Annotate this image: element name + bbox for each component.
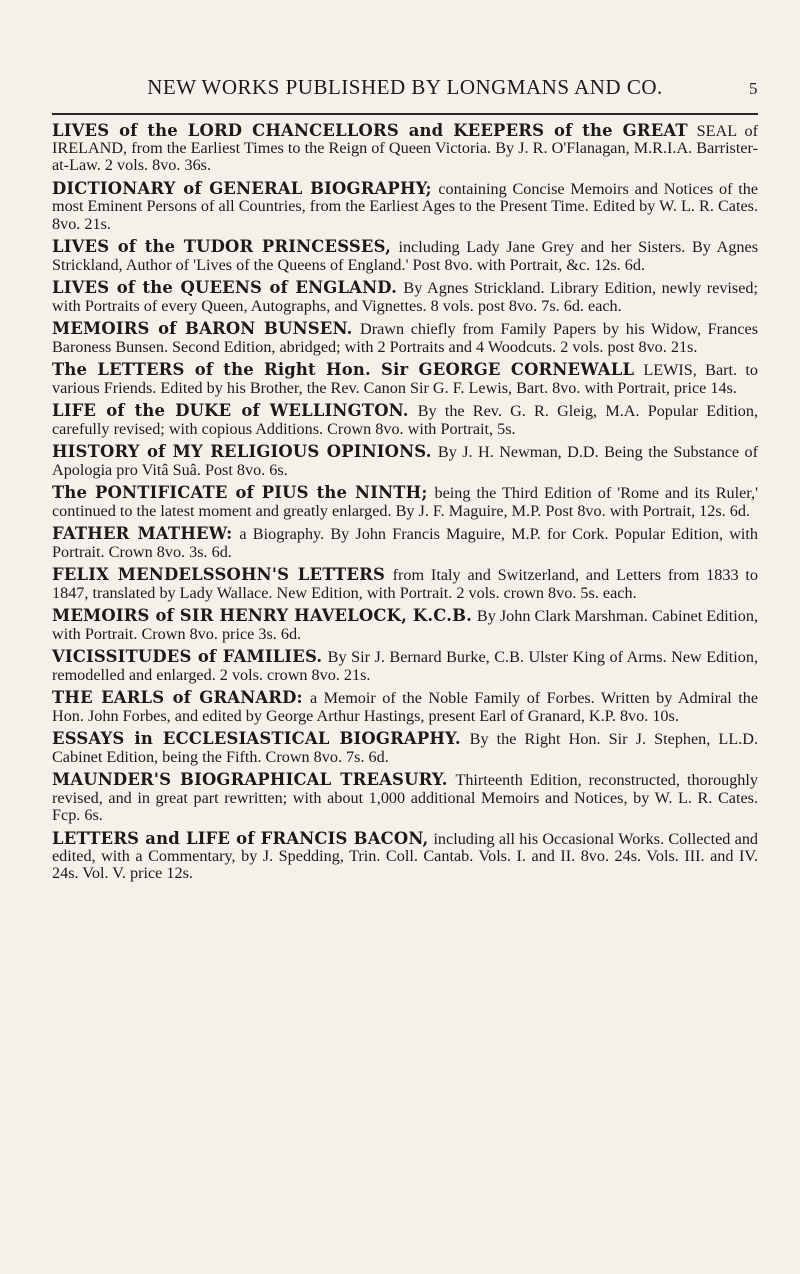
catalogue-entry xyxy=(52,648,758,683)
entry-description: including Lady Jane Grey and her Sisters. By Agnes Strickland, Author of 'Lives of the Queens of England.' Post 8vo. with Portrait, &c. 12s. 6d. xyxy=(52,238,759,274)
catalogue-entry xyxy=(52,525,758,560)
entry-heading: MAUNDER'S BIOGRAPHICAL TREASURY. xyxy=(52,770,448,790)
entry-description: containing Concise Memoirs and Notices of the most Eminent Persons of all Countries, from the Earliest Ages to the Present Time. Edited by W. L. R. Cates. 8vo. 21s. xyxy=(52,180,759,233)
entry-description: By John Clark Marshman. Cabinet Edition, with Portrait. Crown 8vo. price 3s. 6d. xyxy=(52,607,758,643)
catalogue-entry xyxy=(52,443,758,478)
catalogue-entry xyxy=(52,180,758,233)
entry-heading: LIVES of the QUEENS of ENGLAND. xyxy=(52,278,398,298)
catalogue-entry xyxy=(52,730,758,765)
catalogue-entry xyxy=(52,689,758,724)
entry-heading: DICTIONARY of GENERAL BIOGRAPHY; xyxy=(52,179,432,199)
catalogue-entry xyxy=(52,830,758,883)
entry-heading: The LETTERS of the Right Hon. Sir GEORGE CORNEWALL xyxy=(52,360,635,380)
page-number: 5 xyxy=(749,79,758,98)
entry-heading: HISTORY of MY RELIGIOUS OPINIONS. xyxy=(52,442,432,462)
entry-heading: MEMOIRS of SIR HENRY HAVELOCK, K.C.B. xyxy=(52,606,473,626)
running-head xyxy=(52,0,758,99)
entry-heading: LIFE of the DUKE of WELLINGTON. xyxy=(52,401,409,421)
entry-description: Thirteenth Edition, reconstructed, thoroughly revised, and in great part rewritten; with about 1,000 additional Memoirs and Notices, by W. L. R. Cates. Fcp. 6s. xyxy=(52,771,758,824)
catalogue-entry xyxy=(52,607,758,642)
entry-heading: LIVES of the LORD CHANCELLORS and KEEPERS of the GREAT xyxy=(52,121,688,140)
catalogue-entry xyxy=(52,361,758,396)
entry-description: being the Third Edition of 'Rome and its Ruler,' continued to the latest moment and greatly enlarged. By J. F. Maguire, M.P. Post 8vo. with Portrait, 12s. 6d. xyxy=(52,484,758,520)
entry-description: By Sir J. Bernard Burke, C.B. Ulster King of Arms. New Edition, remodelled and enlarged. 2 vols. crown 8vo. 21s. xyxy=(52,648,759,684)
entry-description: By J. H. Newman, D.D. Being the Substance of Apologia pro Vitâ Suâ. Post 8vo. 6s. xyxy=(52,443,758,479)
entry-description: By the Right Hon. Sir J. Stephen, LL.D. Cabinet Edition, being the Fifth. Crown 8vo. 7s. 6d. xyxy=(52,730,758,766)
catalogue-entry xyxy=(52,279,758,314)
entry-heading: VICISSITUDES of FAMILIES. xyxy=(52,647,323,667)
entry-description: By the Rev. G. R. Gleig, M.A. Popular Edition, carefully revised; with copious Additions. Crown 8vo. with Portrait, 5s. xyxy=(52,402,758,438)
entry-description: Drawn chiefly from Family Papers by his Widow, Frances Baroness Bunsen. Second Edition, abridged; with 2 Portraits and 4 Woodcuts. 2 vols. post 8vo. 21s. xyxy=(52,320,759,356)
header-rule xyxy=(52,113,758,115)
entry-description: including all his Occasional Works. Collected and edited, with a Commentary, by J. Spedding, Trin. Coll. Cantab. Vols. I. and II. 8vo. 24s. Vols. III. and IV. 24s. Vol. V. price 12s. xyxy=(52,829,759,883)
entry-heading: LETTERS and LIFE of FRANCIS BACON, xyxy=(52,828,429,848)
entry-heading: The PONTIFICATE of PIUS the NINTH; xyxy=(52,483,428,503)
entry-heading: FATHER MATHEW: xyxy=(52,524,233,544)
catalogue-entry xyxy=(52,771,758,824)
catalogue-entry xyxy=(52,566,758,601)
catalogue-entry xyxy=(52,122,758,175)
entry-heading: ESSAYS in ECCLESIASTICAL BIOGRAPHY. xyxy=(52,729,461,749)
entry-description: LEWIS, Bart. to various Friends. Edited by his Brother, the Rev. Canon Sir G. F. Lewis, Bart. 8vo. with Portrait, price 14s. xyxy=(52,361,758,397)
entry-heading: FELIX MENDELSSOHN'S LETTERS xyxy=(52,565,385,585)
entry-description: from Italy and Switzerland, and Letters from 1833 to 1847, translated by Lady Wallace. New Edition, with Portrait. 2 vols. crown 8vo. 5s. each. xyxy=(52,566,758,602)
catalogue-list xyxy=(52,122,758,888)
running-head-title: NEW WORKS PUBLISHED BY LONGMANS AND CO. xyxy=(147,75,663,99)
entry-description: a Memoir of the Noble Family of Forbes. Written by Admiral the Hon. John Forbes, and edited by George Arthur Hastings, present Earl of Granard, K.P. 8vo. 10s. xyxy=(52,689,759,725)
catalogue-entry xyxy=(52,320,758,355)
catalogue-entry xyxy=(52,402,758,437)
entry-heading: THE EARLS of GRANARD: xyxy=(52,688,303,708)
entry-description: SEAL of IRELAND, from the Earliest Times to the Reign of Queen Victoria. By J. R. O'Flanagan, M.R.I.A. Barrister-at-Law. 2 vols. 8vo. 36s. xyxy=(52,122,758,175)
entry-heading: LIVES of the TUDOR PRINCESSES, xyxy=(52,237,391,257)
entry-description: a Biography. By John Francis Maguire, M.P. for Cork. Popular Edition, with Portrait. Crown 8vo. 3s. 6d. xyxy=(52,525,758,561)
catalogue-entry xyxy=(52,238,758,273)
entry-description: By Agnes Strickland. Library Edition, newly revised; with Portraits of every Queen, Autographs, and Vignettes. 8 vols. post 8vo. 7s. 6d. each. xyxy=(52,279,759,315)
catalogue-entry xyxy=(52,484,758,519)
entry-heading: MEMOIRS of BARON BUNSEN. xyxy=(52,319,353,339)
